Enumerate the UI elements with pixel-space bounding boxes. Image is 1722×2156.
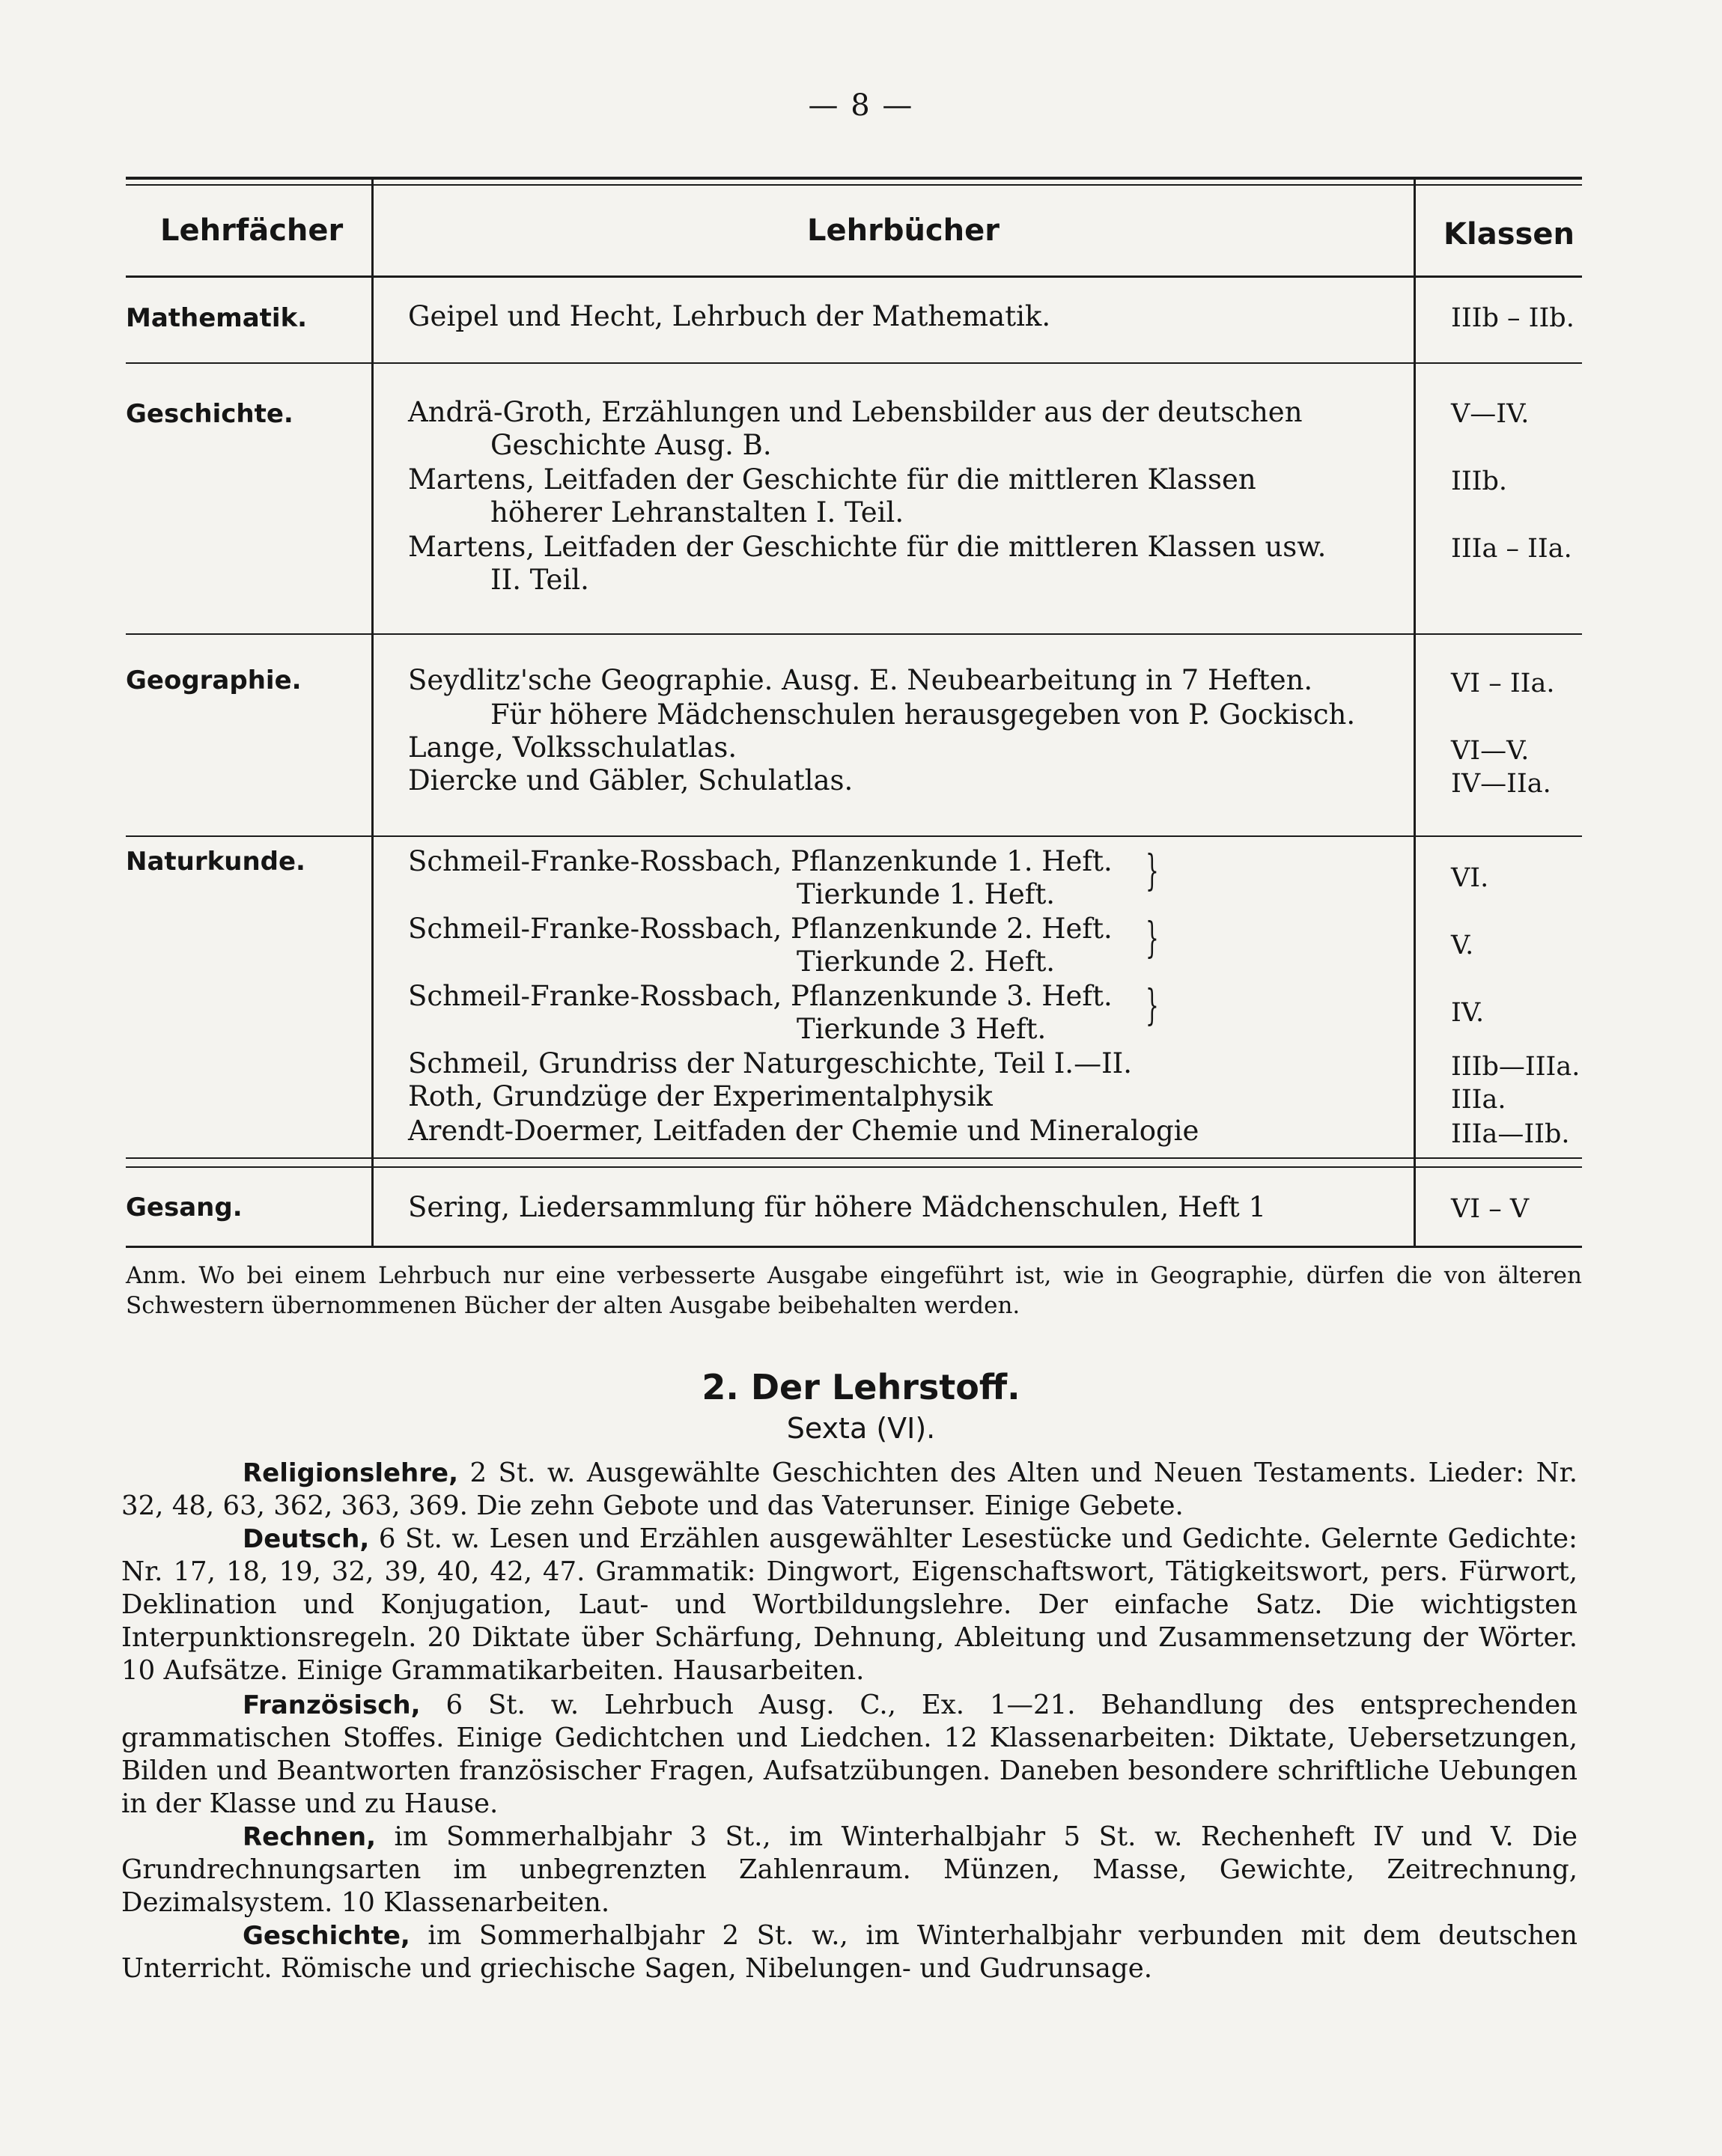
book-line: Martens, Leitfaden der Geschichte für die mittleren Klassen usw. (408, 531, 1327, 563)
header-bottom-rule (126, 275, 1582, 278)
subject-gesang: Gesang. (126, 1193, 243, 1222)
column-divider (371, 177, 374, 1247)
paragraph-text: 6 St. w. Lesen und Erzählen ausgewählter Lesestücke und Gedichte. Gelernte Gedichte: Nr. 17, 18, 19, 32, 39, 40, 42, 47. Grammatik: Dingwort, Eigenschaftswort, Tätigkeitswort, pers. Fürwort, Deklination und Konjugation, Laut- und Wortbildungslehre. Der einfache Satz. Die wichtigsten Interpunktionsregeln. 20 Diktate über Schärfung, Dehnung, Ableitung und Zusammensetzung der Wörter. 10 Aufsätze. Einige Grammatikarbeiten. Hausarbeiten. (121, 1523, 1578, 1686)
book-line: Tierkunde 2. Heft. (797, 945, 1056, 978)
curriculum-paragraph (121, 1821, 1578, 1919)
book-line: Diercke und Gäbler, Schulatlas. (408, 764, 854, 797)
book-line: Martens, Leitfaden der Geschichte für die mittleren Klassen (408, 463, 1256, 496)
book-line: Tierkunde 3 Heft. (797, 1013, 1047, 1045)
paragraph-lead: Rechnen, (243, 1822, 376, 1852)
class-range: IIIb – IIb. (1451, 303, 1575, 333)
paragraph-lead: Französisch, (243, 1690, 421, 1720)
book-line: Schmeil-Franke-Rossbach, Pflanzenkunde 2. Heft. (408, 913, 1113, 945)
book-line: Arendt-Doermer, Leitfaden der Chemie und Mineralogie (408, 1115, 1199, 1147)
subject-mathematik: Mathematik. (126, 303, 308, 333)
row-rule (126, 633, 1582, 635)
section-subtitle: Sexta (VI). (786, 1412, 936, 1445)
brace-icon: } (1146, 981, 1159, 1030)
paragraph-text: 6 St. w. Lehrbuch Ausg. C., Ex. 1—21. Behandlung des entsprechenden grammatischen Stoffes. Einige Gedichtchen und Liedchen. 12 Klassenarbeiten: Diktate, Uebersetzungen, Bilden und Beantworten französischer Fragen, Aufsatzübungen. Daneben besondere schriftliche Uebungen in der Klasse und zu Hause. (121, 1690, 1578, 1819)
paragraph-lead: Religionslehre, (243, 1458, 459, 1488)
class-range: VI – V (1451, 1194, 1530, 1224)
class-range: IIIb. (1451, 466, 1508, 496)
paragraph-lead: Geschichte, (243, 1921, 410, 1951)
curriculum-paragraph (121, 1919, 1578, 1985)
book-line: II. Teil. (490, 564, 589, 596)
curriculum-paragraph (121, 1689, 1578, 1821)
table-top-rule-2 (126, 184, 1582, 186)
class-range: IIIa – IIa. (1451, 534, 1572, 564)
header-books: Lehrbücher (807, 213, 1000, 248)
book-line: Schmeil-Franke-Rossbach, Pflanzenkunde 1. Heft. (408, 845, 1113, 877)
class-range: IV. (1451, 998, 1485, 1028)
book-line: Geschichte Ausg. B. (490, 429, 772, 461)
curriculum-paragraph (121, 1457, 1578, 1523)
paragraph-text: 2 St. w. Ausgewählte Geschichten des Alten und Neuen Testaments. Lieder: Nr. 32, 48, 63, 362, 363, 369. Die zehn Gebote und das Vaterunser. Einige Gebete. (121, 1458, 1578, 1521)
class-range: IIIa. (1451, 1085, 1506, 1115)
brace-icon: } (1146, 914, 1159, 963)
table-bottom-rule (126, 1246, 1582, 1248)
class-range: VI – IIa. (1451, 669, 1555, 698)
book-line: Andrä-Groth, Erzählungen und Lebensbilder aus der deutschen (408, 396, 1303, 428)
book-line: Lange, Volksschulatlas. (408, 731, 737, 764)
header-subjects: Lehrfächer (160, 213, 344, 248)
class-range: V—IV. (1451, 399, 1530, 429)
book-line: Seydlitz'sche Geographie. Ausg. E. Neubearbeitung in 7 Heften. (408, 664, 1313, 696)
book-line: Geipel und Hecht, Lehrbuch der Mathematik. (408, 300, 1051, 332)
class-range: IV—IIa. (1451, 769, 1551, 799)
class-range: V. (1451, 931, 1474, 960)
header-classes: Klassen (1443, 217, 1575, 252)
book-line: Schmeil-Franke-Rossbach, Pflanzenkunde 3. Heft. (408, 980, 1113, 1012)
subject-geschichte: Geschichte. (126, 399, 293, 429)
column-divider (1414, 177, 1416, 1247)
paragraph-text: im Sommerhalbjahr 3 St., im Winterhalbjahr 5 St. w. Rechenheft IV und V. Die Grundrechnungsarten im unbegrenzten Zahlenraum. Münzen, Masse, Gewichte, Zeitrechnung, Dezimalsystem. 10 Klassenarbeiten. (121, 1821, 1578, 1918)
book-line: Sering, Liedersammlung für höhere Mädchenschulen, Heft 1 (408, 1191, 1267, 1223)
subject-geographie: Geographie. (126, 666, 302, 695)
book-line: Tierkunde 1. Heft. (797, 878, 1056, 910)
book-line: höherer Lehranstalten I. Teil. (490, 496, 904, 529)
paragraph-text: im Sommerhalbjahr 2 St. w., im Winterhalbjahr verbunden mit dem deutschen Unterricht. Römische und griechische Sagen, Nibelungen- und Gudrunsage. (121, 1920, 1578, 1984)
class-range: IIIb—IIIa. (1451, 1052, 1580, 1082)
class-range: IIIa—IIb. (1451, 1119, 1570, 1149)
subject-naturkunde: Naturkunde. (126, 847, 305, 877)
curriculum-paragraph (121, 1523, 1578, 1687)
page-number: — 8 — (808, 88, 914, 123)
section-title: 2. Der Lehrstoff. (702, 1367, 1020, 1407)
row-rule (126, 835, 1582, 837)
class-range: VI—V. (1451, 736, 1530, 766)
footnote: Anm. Wo bei einem Lehrbuch nur eine verbesserte Ausgabe eingeführt ist, wie in Geographie, dürfen die von älteren Schwestern übernommenen Bücher der alten Ausgabe beibehalten werden. (126, 1262, 1582, 1319)
row-rule (126, 1166, 1582, 1168)
row-rule (126, 362, 1582, 364)
book-line: Schmeil, Grundriss der Naturgeschichte, Teil I.—II. (408, 1047, 1133, 1079)
brace-icon: } (1146, 847, 1159, 895)
book-line: Roth, Grundzüge der Experimentalphysik (408, 1080, 993, 1112)
book-line: Für höhere Mädchenschulen herausgegeben von P. Gockisch. (490, 698, 1356, 731)
paragraph-lead: Deutsch, (243, 1524, 370, 1554)
row-rule (126, 1157, 1582, 1159)
table-top-rule (126, 177, 1582, 180)
class-range: VI. (1451, 863, 1489, 893)
